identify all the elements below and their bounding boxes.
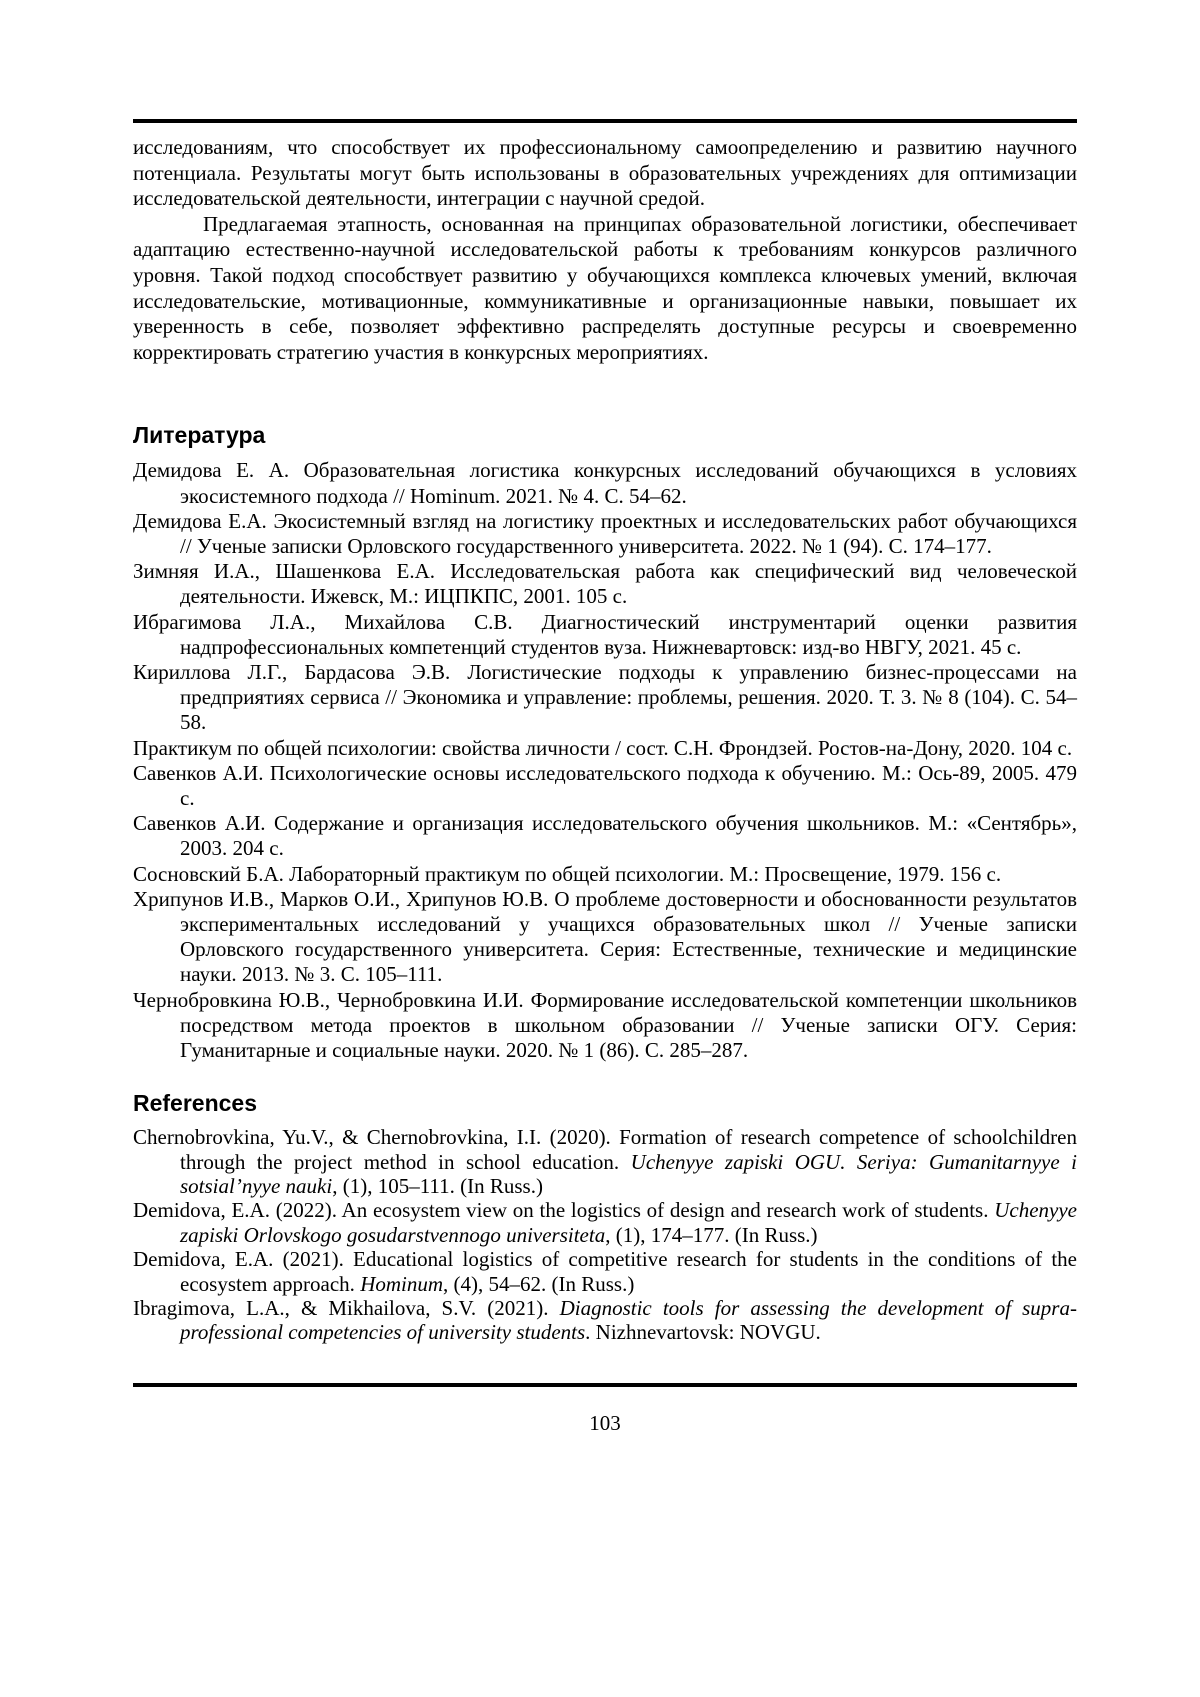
reference-source-italic: Hominum <box>360 1271 444 1296</box>
reference-item: Чернобровкина Ю.В., Чернобровкина И.И. Формирование исследовательской компетенции школьников посредством метода проектов в школьном образовании // Ученые записки ОГУ. Серия: Гуманитарные и социальные науки. 2020. № 1 (86). С. 285–287. <box>133 987 1077 1063</box>
reference-text: Chernobrovkina, Yu.V., & Chernobrovkina, I.I. (2020). Formation of research competence of schoolchildren through the project method in school education. <box>133 1125 1077 1174</box>
reference-item <box>133 1296 1077 1345</box>
reference-item: Кириллова Л.Г., Бардасова Э.В. Логистические подходы к управлению бизнес-процессами на предприятиях сервиса // Экономика и управление: проблемы, решения. 2020. Т. 3. № 8 (104). С. 54–58. <box>133 659 1077 735</box>
literature-heading: Литература <box>133 422 266 449</box>
reference-item: Демидова Е.А. Экосистемный взгляд на логистику проектных и исследовательских работ обучающихся // Ученые записки Орловского государственного университета. 2022. № 1 (94). С. 174–177. <box>133 508 1077 558</box>
body-paragraph: исследованиям, что способствует их профессиональному самоопределению и развитию научного потенциала. Результаты могут быть использованы в образовательных учреждениях для оптимизации исследовательской деятельности, интеграции с научной средой. <box>133 135 1077 211</box>
reference-text: , (4), 54–62. (In Russ.) <box>443 1271 635 1296</box>
reference-item: Практикум по общей психологии: свойства личности / сост. С.Н. Фрондзей. Ростов-на-Дону, 2020. 104 с. <box>133 735 1073 760</box>
footer-rule <box>133 1383 1077 1387</box>
reference-text: Demidova, E.A. (2022). An ecosystem view on the logistics of design and research work of students. <box>133 1198 995 1223</box>
reference-item: Савенков А.И. Психологические основы исследовательского подхода к обучению. М.: Ось-89, 2005. 479 с. <box>133 760 1077 810</box>
reference-text: , (1), 105–111. (In Russ.) <box>332 1174 543 1199</box>
reference-item <box>133 1247 1077 1296</box>
reference-item: Сосновский Б.А. Лабораторный практикум по общей психологии. М.: Просвещение, 1979. 156 с. <box>133 861 1002 886</box>
reference-item: Зимняя И.А., Шашенкова Е.А. Исследовательская работа как специфический вид человеческой деятельности. Ижевск, М.: ИЦПКПС, 2001. 105 с. <box>133 559 1077 609</box>
header-rule <box>133 119 1077 123</box>
references-list <box>133 1125 1077 1345</box>
reference-source-italic: Uchenyye zapiski Orlovskogo gosudarstvennogo universiteta <box>180 1198 1077 1247</box>
references-heading: References <box>133 1090 258 1117</box>
reference-item: Ибрагимова Л.А., Михайлова С.В. Диагностический инструментарий оценки развития надпрофессиональных компетенций студентов вуза. Нижневартовск: изд-во НВГУ, 2021. 45 с. <box>133 609 1077 659</box>
reference-source-italic: Uchenyye zapiski OGU. Seriya: Gumanitarnyye i sotsial’nyye nauki <box>180 1149 1077 1199</box>
reference-text: . Nizhnevartovsk: NOVGU. <box>585 1320 821 1345</box>
reference-item <box>133 1198 1077 1247</box>
body-paragraph: Предлагаемая этапность, основанная на принципах образовательной логистики, обеспечивает адаптацию естественно-научной исследовательской работы к требованиям конкурсов различного уровня. Такой подход способствует развитию у обучающихся комплекса ключевых умений, включая исследовательские, мотивационные, коммуникативные и организационные навыки, повышает их уверенность в себе, позволяет эффективно распределять доступные ресурсы и своевременно корректировать стратегию участия в конкурсных мероприятиях. <box>133 211 1077 364</box>
reference-source-italic: Diagnostic tools for assessing the development of supra-professional competencies of university students <box>180 1296 1077 1345</box>
reference-item: Демидова Е. А. Образовательная логистика конкурсных исследований обучающихся в условиях экосистемного подхода // Hominum. 2021. № 4. С. 54–62. <box>133 458 1077 508</box>
page-content <box>133 0 1077 1436</box>
reference-text: Demidova, E.A. (2021). Educational logistics of competitive research for students in the conditions of the ecosystem approach. <box>133 1247 1077 1296</box>
reference-item: Хрипунов И.В., Марков О.И., Хрипунов Ю.В. О проблеме достоверности и обоснованности результатов экспериментальных исследований у учащихся образовательных школ // Ученые записки Орловского государственного университета. Серия: Естественные, технические и медицинские науки. 2013. № 3. С. 105–111. <box>133 886 1077 987</box>
reference-item <box>133 1125 1077 1198</box>
literature-list <box>133 458 1077 1063</box>
reference-text: , (1), 174–177. (In Russ.) <box>605 1222 818 1247</box>
page-number: 103 <box>589 1410 621 1435</box>
reference-text: Ibragimova, L.A., & Mikhailova, S.V. (2021). <box>133 1296 560 1321</box>
reference-item: Савенков А.И. Содержание и организация исследовательского обучения школьников. М.: «Сентябрь», 2003. 204 с. <box>133 811 1077 861</box>
